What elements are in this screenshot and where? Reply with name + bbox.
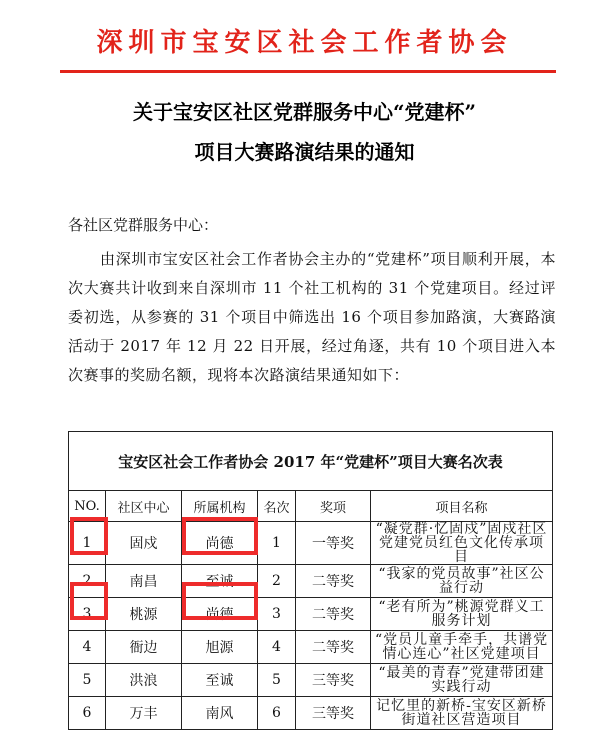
cell-org: 尚德 [182,522,258,565]
header-org: 所属机构 [182,491,258,522]
cell-no: 3 [69,598,106,631]
notice-title-line1: 关于宝安区社区党群服务中心“党建杯” [132,100,476,124]
cell-center: 洪浪 [106,664,182,697]
table-row [69,664,553,697]
cell-org: 尚德 [182,598,258,631]
cell-project: 记忆里的新桥-宝安区新桥街道社区营造项目 [371,697,553,730]
cell-award: 三等奖 [296,697,371,730]
cell-award: 二等奖 [296,565,371,598]
cell-award: 二等奖 [296,598,371,631]
cell-project: “凝党群·忆固戍”固戍社区党建党员红色文化传承项目 [371,522,553,565]
table-caption: 宝安区社会工作者协会 2017 年“党建杯”项目大赛名次表 [69,432,553,491]
cell-no: 2 [69,565,106,598]
cell-rank: 6 [258,697,296,730]
header-center: 社区中心 [106,491,182,522]
table-row [69,631,553,664]
cell-award: 一等奖 [296,522,371,565]
table-row [69,598,553,631]
cell-no: 1 [69,522,106,565]
table-header-row [69,491,553,522]
cell-rank: 5 [258,664,296,697]
cell-org: 至诚 [182,664,258,697]
cell-rank: 1 [258,522,296,565]
cell-no: 6 [69,697,106,730]
cell-rank: 2 [258,565,296,598]
cell-project: “党员儿童手牵手，共谱党情心连心”社区党建项目 [371,631,553,664]
highlight-row3-number [70,582,108,620]
cell-project: “我家的党员故事”社区公益行动 [371,565,553,598]
cell-center: 万丰 [106,697,182,730]
cell-no: 4 [69,631,106,664]
org-title: 深圳市宝安区社会工作者协会 [96,28,513,58]
header-divider [60,70,556,73]
cell-center: 南昌 [106,565,182,598]
cell-project: “最美的青春”党建带团建实践行动 [371,664,553,697]
highlight-row3-center-org [182,582,258,620]
table-row [69,565,553,598]
notice-title-line2: 项目大赛路演结果的通知 [194,140,415,164]
highlight-row1-center-org [182,517,258,555]
header-award: 奖项 [296,491,371,522]
salutation: 各社区党群服务中心： [68,216,219,234]
header-project: 项目名称 [371,491,553,522]
cell-org: 至诚 [182,565,258,598]
table-row [69,522,553,565]
cell-org: 旭源 [182,631,258,664]
cell-rank: 3 [258,598,296,631]
table-row [69,697,553,730]
ranking-table [68,431,553,730]
cell-org: 南风 [182,697,258,730]
highlight-row1-number [70,517,108,555]
header-no: NO. [69,491,106,522]
cell-center: 固戍 [106,522,182,565]
cell-project: “老有所为”桃源党群义工服务计划 [371,598,553,631]
cell-center: 衙边 [106,631,182,664]
cell-award: 二等奖 [296,631,371,664]
cell-award: 三等奖 [296,664,371,697]
cell-rank: 4 [258,631,296,664]
header-rank: 名次 [258,491,296,522]
cell-center: 桃源 [106,598,182,631]
notice-body: 由深圳市宝安区社会工作者协会主办的“党建杯”项目顺利开展，本次大赛共计收到来自深圳市 11 个社工机构的 31 个党建项目。经过评委初选，从参赛的 31 个项目中筛选出 16 个项目参加路演，大赛路演活动于 2017 年 12 月 22 日开展，经过角逐，共有 10 个项目进入本次赛事的奖励名额，现将本次路演结果通知如下： [68,250,556,384]
cell-no: 5 [69,664,106,697]
